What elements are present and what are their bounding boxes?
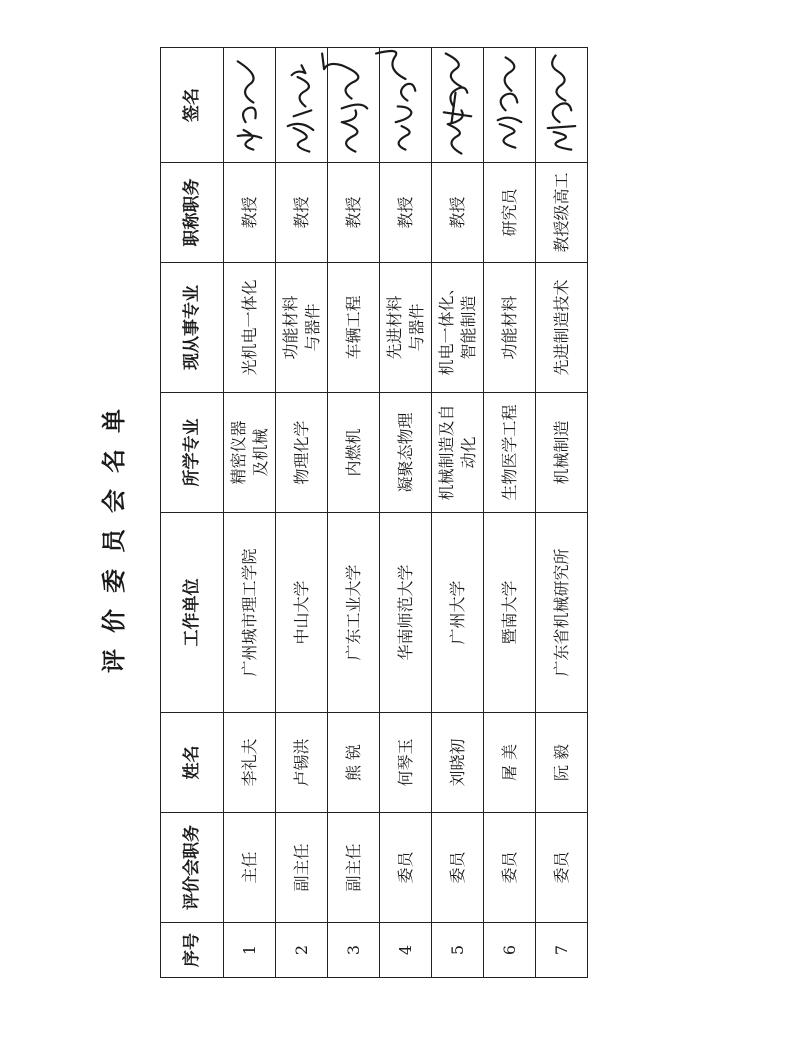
cell-title: 教授 xyxy=(380,163,432,263)
cell-no: 4 xyxy=(380,923,432,978)
header-title: 职称职务 xyxy=(161,163,224,263)
cell-major: 精密仪器 及机械 xyxy=(224,393,276,513)
cell-major: 机械制造及自 动化 xyxy=(432,393,484,513)
handwritten-signature xyxy=(328,48,379,162)
cell-role: 委员 xyxy=(536,813,588,923)
cell-name: 卢锡洪 xyxy=(276,713,328,813)
header-name: 姓名 xyxy=(161,713,224,813)
handwritten-signature xyxy=(484,48,535,162)
cell-major: 凝聚态物理 xyxy=(380,393,432,513)
cell-field: 光机电一体化 xyxy=(224,263,276,393)
cell-unit: 广东工业大学 xyxy=(328,513,380,713)
committee-table xyxy=(160,47,588,978)
table-row xyxy=(484,48,536,978)
cell-unit: 广州大学 xyxy=(432,513,484,713)
cell-field: 先进材料 与器件 xyxy=(380,263,432,393)
cell-field: 功能材料 xyxy=(484,263,536,393)
cell-role: 副主任 xyxy=(328,813,380,923)
signature-cell xyxy=(432,48,484,163)
cell-no: 7 xyxy=(536,923,588,978)
signature-cell xyxy=(380,48,432,163)
handwritten-signature xyxy=(224,48,275,162)
cell-no: 3 xyxy=(328,923,380,978)
cell-name: 阮 毅 xyxy=(536,713,588,813)
signature-cell xyxy=(484,48,536,163)
signature-cell xyxy=(536,48,588,163)
header-field: 现从事专业 xyxy=(161,263,224,393)
handwritten-signature xyxy=(380,48,431,162)
cell-unit: 华南师范大学 xyxy=(380,513,432,713)
signature-cell xyxy=(328,48,380,163)
cell-field: 车辆工程 xyxy=(328,263,380,393)
header-major: 所学专业 xyxy=(161,393,224,513)
cell-name: 刘晓初 xyxy=(432,713,484,813)
cell-title: 教授 xyxy=(276,163,328,263)
cell-name: 熊 锐 xyxy=(328,713,380,813)
rotated-page xyxy=(10,33,792,1033)
table-row xyxy=(328,48,380,978)
cell-unit: 暨南大学 xyxy=(484,513,536,713)
cell-role: 委员 xyxy=(432,813,484,923)
cell-role: 委员 xyxy=(484,813,536,923)
cell-role: 副主任 xyxy=(276,813,328,923)
cell-major: 生物医学工程 xyxy=(484,393,536,513)
header-no: 序号 xyxy=(161,923,224,978)
handwritten-signature xyxy=(432,48,483,162)
cell-title: 教授 xyxy=(432,163,484,263)
header-role: 评价会职务 xyxy=(161,813,224,923)
cell-title: 教授级高工 xyxy=(536,163,588,263)
cell-name: 何琴玉 xyxy=(380,713,432,813)
document-title: 评价委员会名单 xyxy=(99,393,128,673)
header-signature: 签名 xyxy=(161,48,224,163)
header-row xyxy=(161,48,224,978)
cell-no: 2 xyxy=(276,923,328,978)
table-row xyxy=(380,48,432,978)
cell-no: 5 xyxy=(432,923,484,978)
signature-cell xyxy=(224,48,276,163)
handwritten-signature xyxy=(536,48,587,162)
cell-major: 机械制造 xyxy=(536,393,588,513)
cell-unit: 广东省机械研究所 xyxy=(536,513,588,713)
cell-name: 李礼夫 xyxy=(224,713,276,813)
cell-major: 内燃机 xyxy=(328,393,380,513)
handwritten-signature xyxy=(276,48,327,162)
cell-field: 先进制造技术 xyxy=(536,263,588,393)
cell-field: 功能材料 与器件 xyxy=(276,263,328,393)
cell-no: 6 xyxy=(484,923,536,978)
cell-title: 教授 xyxy=(224,163,276,263)
header-unit: 工作单位 xyxy=(161,513,224,713)
table-row xyxy=(536,48,588,978)
signature-cell xyxy=(276,48,328,163)
cell-unit: 广州城市理工学院 xyxy=(224,513,276,713)
cell-no: 1 xyxy=(224,923,276,978)
cell-unit: 中山大学 xyxy=(276,513,328,713)
cell-field: 机电一体化、 智能制造 xyxy=(432,263,484,393)
cell-title: 研究员 xyxy=(484,163,536,263)
table-row xyxy=(276,48,328,978)
cell-major: 物理化学 xyxy=(276,393,328,513)
cell-name: 屠 美 xyxy=(484,713,536,813)
cell-role: 主任 xyxy=(224,813,276,923)
cell-role: 委员 xyxy=(380,813,432,923)
table-row xyxy=(224,48,276,978)
cell-title: 教授 xyxy=(328,163,380,263)
table-row xyxy=(432,48,484,978)
